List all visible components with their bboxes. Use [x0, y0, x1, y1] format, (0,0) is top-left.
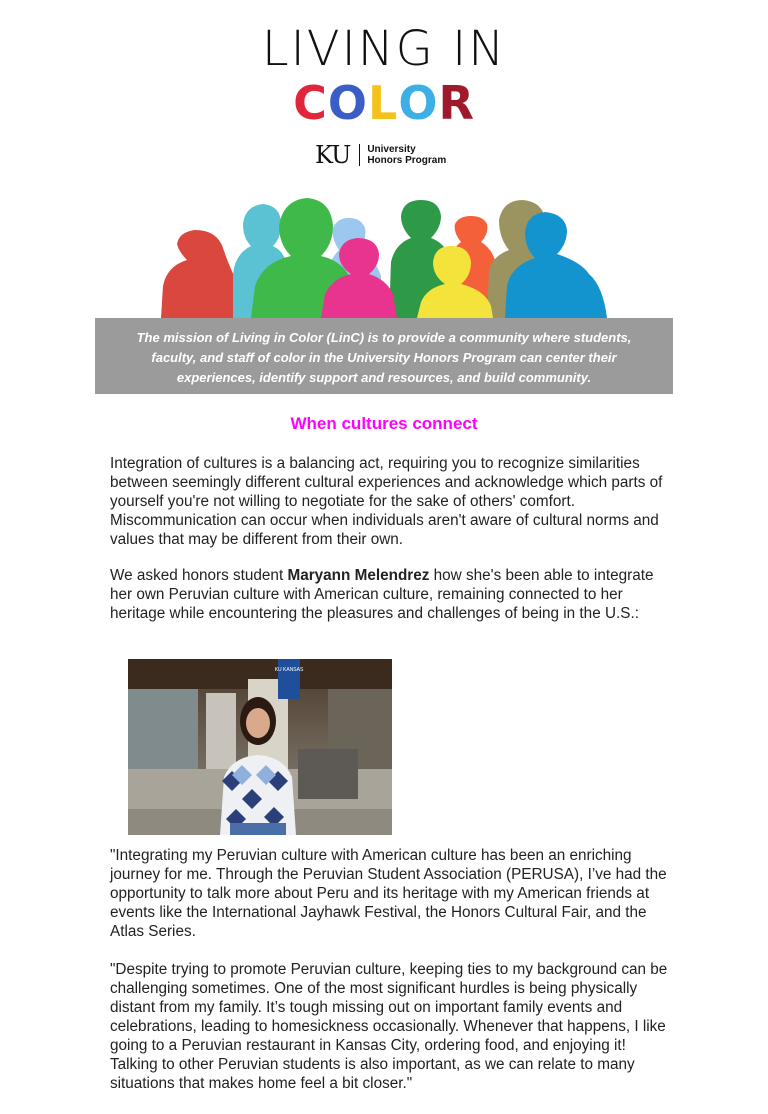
- mission-statement-box: [95, 318, 673, 394]
- ku-honors-logo: [315, 140, 446, 170]
- quote-paragraph-2: "Despite trying to promote Peruvian culture, keeping ties to my background can be challenging sometimes. One of the most significant hurdles is being physically distant from my family. It’s tough missing out on important family events and celebrations, leading to homesickness occasionally. Whenever that happens, I like going to a Peruvian restaurant in Kansas City, ordering food, and enjoying it! Talking to other Peruvian students is also important, as we can relate to many situations that makes home feel a bit closer.": [110, 961, 668, 1092]
- student-name: Maryann Melendrez: [287, 567, 430, 584]
- header-banner: [95, 0, 673, 318]
- title-color-letter: O: [327, 76, 369, 130]
- logo-divider: [359, 144, 360, 166]
- title-color: [95, 78, 673, 128]
- silhouette-person: [161, 230, 245, 318]
- article-heading: When cultures connect: [290, 414, 478, 433]
- logo-text: [367, 144, 446, 166]
- logo-line-university: University: [367, 144, 416, 155]
- student-photo: [128, 659, 392, 835]
- title-color-letter: L: [368, 76, 399, 130]
- intro-paragraph: Integration of cultures is a balancing act, requiring you to recognize similarities between seemingly different cultural experiences and acknowledge which parts of yourself you're not willing to negotiate for the sake of others' comfort. Miscommunication can occur when individuals aren't aware of cultural norms and values that may be different from their own.: [110, 455, 663, 548]
- student-intro-text-continued: how she's been able to integrate her own Peruvian culture with American culture, remaining connected to her heritage while encountering the pleasures and challenges of being in the U.S.:: [110, 567, 654, 622]
- photo-sign-text: KU KANSAS: [274, 667, 304, 673]
- student-intro-text: We asked honors student: [110, 567, 288, 584]
- title-living-in: LIVING IN: [261, 21, 507, 77]
- quote-paragraph-1: "Integrating my Peruvian culture with American culture has been an enriching journey for me. Through the Peruvian Student Association (PERUSA), I’ve had the opportunity to talk more about Peru and its heritage with my American friends at events like the International Jayhawk Festival, the Honors Cultural Fair, and the Atlas Series.: [110, 847, 667, 940]
- title-color-letter: O: [398, 76, 439, 130]
- student-intro-paragraph: [110, 566, 670, 623]
- logo-line-honors: Honors Program: [367, 155, 447, 166]
- mission-text: The mission of Living in Color (LinC) is to provide a community where students, faculty, and staff of color in the University Honors Program can center their experiences, identify support and resources, and build community.: [136, 330, 632, 385]
- title-color-letter: C: [293, 76, 328, 130]
- ku-logo-mark: KU: [315, 141, 351, 169]
- title-color-letter: R: [438, 76, 475, 130]
- people-silhouettes-illustration: [95, 190, 673, 318]
